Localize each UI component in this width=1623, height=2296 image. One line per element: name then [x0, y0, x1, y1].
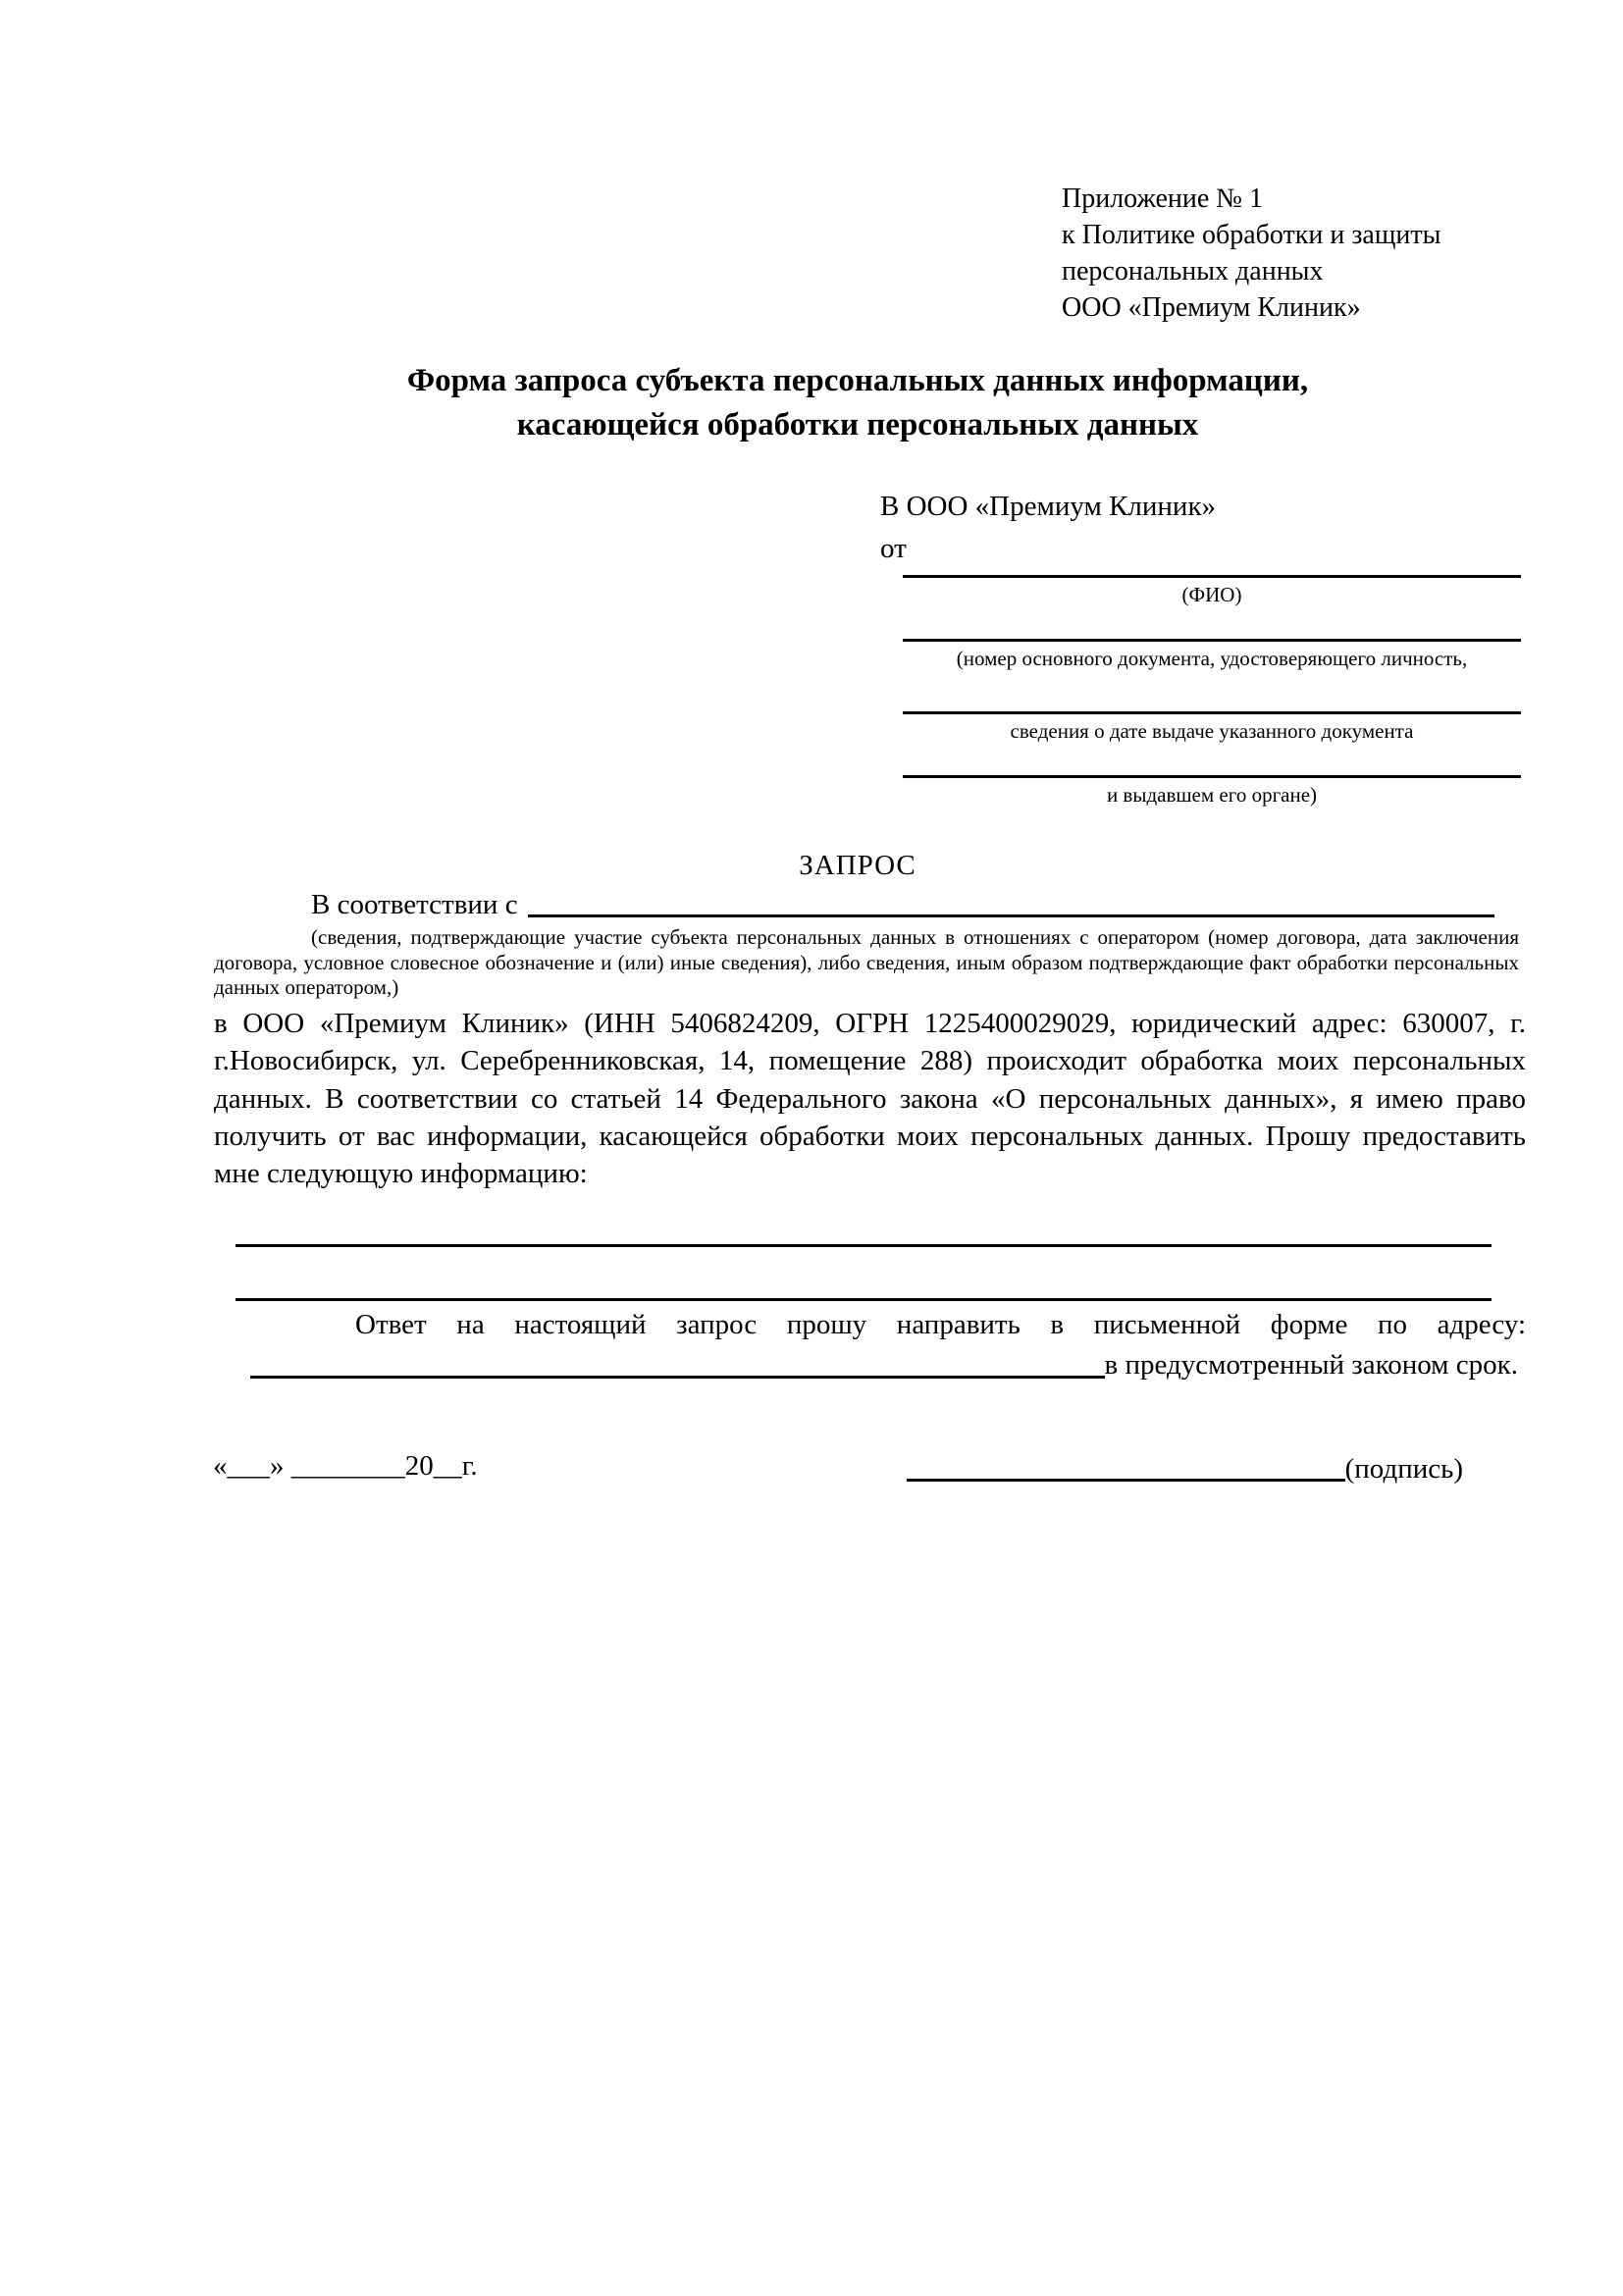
- addressee-from-label: от: [880, 533, 907, 564]
- accordance-row: [311, 889, 1494, 921]
- document-number-blank-line: [903, 639, 1521, 642]
- fio-caption: (ФИО): [1181, 583, 1242, 606]
- information-blank-line-2: [236, 1298, 1492, 1301]
- appendix-line-2: к Политике обработки и защиты: [1062, 220, 1441, 250]
- accordance-blank-line: [528, 889, 1494, 917]
- signature-row: [907, 1450, 1463, 1487]
- date-placeholder: «___» ________20__г.: [213, 1450, 478, 1482]
- appendix-header: [1062, 181, 1440, 326]
- appendix-line-1: Приложение № 1: [1062, 183, 1263, 214]
- request-heading: ЗАПРОС: [799, 850, 916, 881]
- issue-date-blank-line: [903, 711, 1521, 714]
- reply-address-row: [250, 1346, 1518, 1383]
- signature-caption: (подпись): [1344, 1453, 1463, 1485]
- document-number-caption: (номер основного документа, удостоверяющего личность,: [956, 647, 1468, 670]
- accordance-footnote: (сведения, подтверждающие участие субъекта персональных данных в отношениях с оператором (номер договора, дата заключения договора, условное словесное обозначение и (или) иные сведения), либо сведения, иным образом подтверждающие факт обработки персональных данных оператором,): [214, 925, 1519, 999]
- addressee-to: В ООО «Премиум Клиник»: [880, 491, 1217, 522]
- page-title-line-2: касающейся обработки персональных данных: [516, 407, 1199, 443]
- information-blank-line-1: [236, 1244, 1492, 1247]
- page-title: [214, 359, 1501, 447]
- issue-date-caption: сведения о дате выдаче указанного документа: [1010, 719, 1414, 743]
- appendix-line-3: персональных данных: [1062, 256, 1324, 287]
- reply-request: Ответ на настоящий запрос прошу направить в письменной форме по адресу:: [355, 1309, 1526, 1340]
- reply-suffix: в предусмотренный законом срок.: [1104, 1349, 1518, 1381]
- page-title-line-1: Форма запроса субъекта персональных данных информации,: [406, 363, 1309, 398]
- request-body: в ООО «Премиум Клиник» (ИНН 5406824209, ОГРН 1225400029029, юридический адрес: 630007, г. г.Новосибирск, ул. Серебренниковская, 14, помещение 288) происходит обработка моих персональных данных. В соответствии со статьей 14 Федерального закона «О персональных данных», я имею право получить от вас информации, касающейся обработки моих персональных данных. Прошу предоставить мне следующую информацию:: [214, 1008, 1526, 1190]
- issuing-authority-caption: и выдавшем его органе): [1106, 783, 1318, 807]
- accordance-label: В соответствии с: [311, 889, 518, 920]
- issuing-authority-blank-line: [903, 775, 1521, 778]
- fio-blank-line: [903, 575, 1521, 578]
- reply-address-blank-line: [250, 1346, 1105, 1379]
- signature-blank-line: [907, 1450, 1345, 1482]
- appendix-line-4: ООО «Премиум Клиник»: [1062, 292, 1361, 323]
